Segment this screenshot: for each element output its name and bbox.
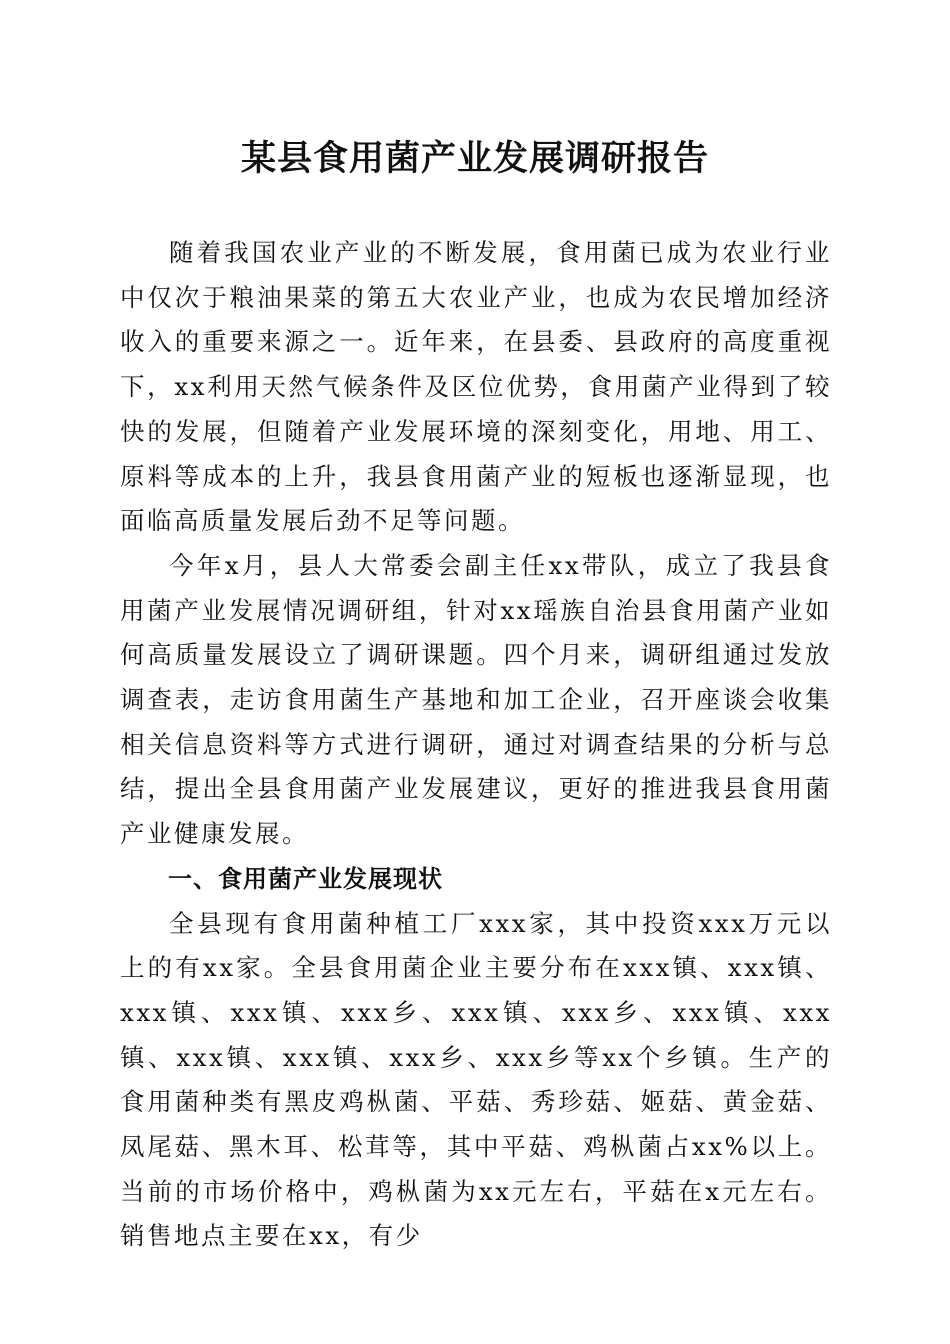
document-body xyxy=(120,231,832,1259)
document-title: 某县食用菌产业发展调研报告 xyxy=(240,138,709,179)
intro-paragraph: 随着我国农业产业的不断发展，食用菌已成为农业行业中仅次于粮油果菜的第五大农业产业，也成为农民增加经济收入的重要来源之一。近年来，在县委、县政府的高度重视下，xx利用天然气候条件及区位优势，食用菌产业得到了较快的发展，但随着产业发展环境的深刻变化，用地、用工、原料等成本的上升，我县食用菌产业的短板也逐渐显现，也面临高质量发展后劲不足等问题。 xyxy=(120,238,832,536)
background-paragraph: 今年x月，县人大常委会副主任xx带队，成立了我县食用菌产业发展情况调研组，针对xx瑶族自治县食用菌产业如何高质量发展设立了调研课题。四个月来，调研组通过发放调查表，走访食用菌生产基地和加工企业，召开座谈会收集相关信息资料等方式进行调研，通过对调查结果的分析与总结，提出全县食用菌产业发展建议，更好的推进我县食用菌产业健康发展。 xyxy=(120,550,832,849)
section-paragraph: 全县现有食用菌种植工厂xxx家，其中投资xxx万元以上的有xx家。全县食用菌企业主要分布在xxx镇、xxx镇、xxx镇、xxx镇、xxx乡、xxx镇、xxx乡、xxx镇、xxx镇、xxx镇、xxx镇、xxx乡、xxx乡等xx个乡镇。生产的食用菌种类有黑皮鸡枞菌、平菇、秀珍菇、姬菇、黄金菇、凤尾菇、黑木耳、松茸等，其中平菇、鸡枞菌占xx%以上。当前的市场价格中，鸡枞菌为xx元左右，平菇在x元左右。销售地点主要在xx，有少 xyxy=(120,908,832,1251)
section-heading: 一、食用菌产业发展现状 xyxy=(168,864,443,893)
